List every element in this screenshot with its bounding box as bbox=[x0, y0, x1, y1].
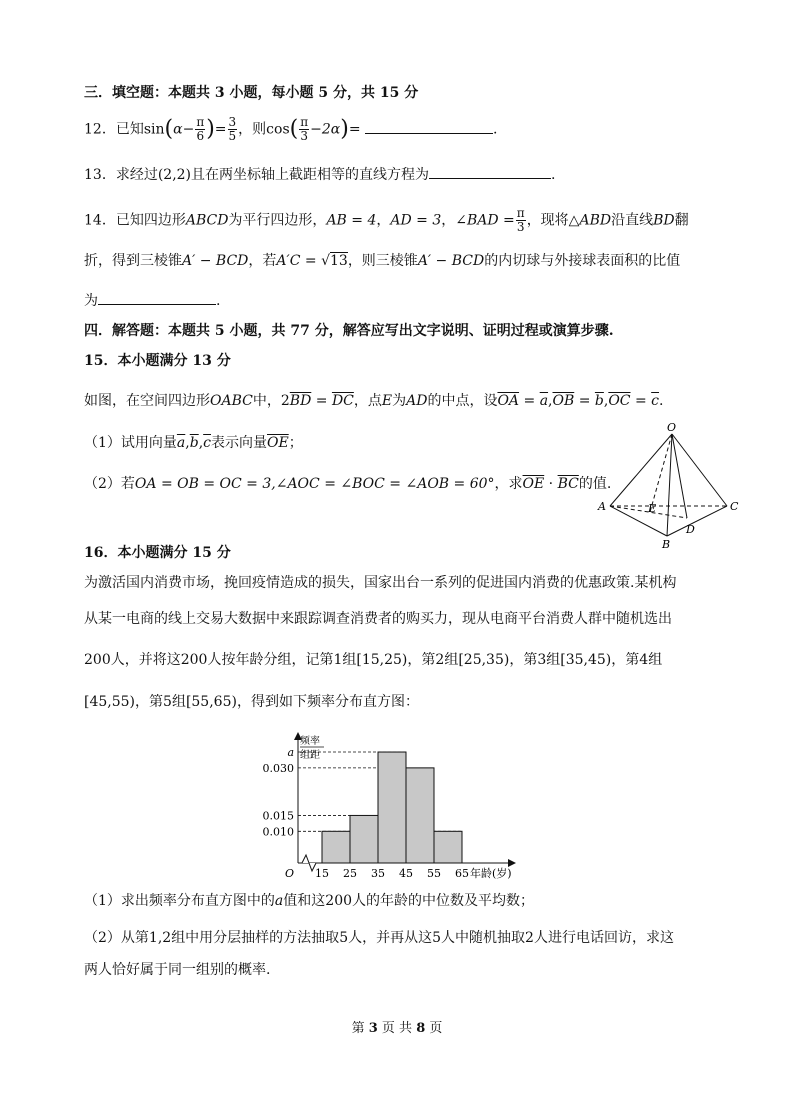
q15-part-2 bbox=[84, 474, 611, 494]
question-14-line-2 bbox=[84, 251, 680, 271]
histogram-bar bbox=[378, 752, 406, 863]
edge-bc bbox=[667, 506, 727, 536]
q16-math: [45,55) bbox=[84, 694, 136, 710]
q16-math: [55,65) bbox=[185, 694, 237, 710]
x-axis-label: 年龄(岁) bbox=[470, 867, 512, 880]
vector: $\overline{OE}$ bbox=[522, 476, 545, 492]
q14-text: 折，得到三棱锥 bbox=[84, 253, 182, 269]
histogram-bar bbox=[322, 831, 350, 863]
q14-text: 翻 bbox=[674, 212, 689, 229]
footer-text: 页 共 bbox=[377, 1021, 417, 1036]
y-tick-label: 0.015 bbox=[262, 809, 294, 823]
page-footer bbox=[0, 1017, 794, 1036]
frac-num: π bbox=[196, 115, 205, 129]
question-14-line-1 bbox=[84, 207, 689, 234]
q14-end: . bbox=[216, 293, 221, 309]
q15-text: 如图，在空间四边形 bbox=[84, 393, 210, 409]
vector: $\overline{b}$ bbox=[189, 435, 199, 451]
q16-text: 组 bbox=[171, 694, 186, 710]
q16-math: 1 bbox=[333, 652, 343, 668]
frac-den: 3 bbox=[516, 220, 525, 234]
label-a: A bbox=[598, 500, 606, 513]
q15-text: 的中点，设 bbox=[427, 393, 498, 409]
q15-math: , bbox=[198, 435, 204, 451]
paren-close: ) bbox=[340, 116, 349, 142]
edge-od bbox=[672, 434, 687, 518]
q16-text: ，得到如下频率分布直方图： bbox=[236, 694, 419, 710]
q16-part-2-cont: 两人恰好属于同一组别的概率. bbox=[84, 962, 271, 978]
q14-text: 的内切球与外接球表面积的比值 bbox=[484, 253, 681, 269]
origin-label: O bbox=[285, 867, 295, 880]
label-c: C bbox=[730, 500, 739, 513]
vector: $\overline{OC}$ bbox=[608, 393, 631, 409]
q16-part-1 bbox=[84, 891, 534, 911]
label-e: E bbox=[648, 502, 657, 515]
current-page: 3 bbox=[368, 1021, 378, 1036]
vector: $\overline{DC}$ bbox=[331, 393, 354, 409]
q15-part-1 bbox=[84, 433, 303, 453]
frac-den: 6 bbox=[196, 129, 205, 143]
x-tick-label: 65 bbox=[455, 867, 469, 880]
answer-blank[interactable] bbox=[365, 119, 493, 134]
vector: $\overline{a}$ bbox=[539, 393, 549, 409]
y-axis-label-bottom: 组距 bbox=[300, 750, 320, 761]
histogram-bar bbox=[434, 831, 462, 863]
q12-minus: − bbox=[182, 121, 195, 138]
q15-text: 中， bbox=[252, 393, 281, 409]
answer-blank[interactable] bbox=[429, 164, 551, 179]
q14-math: A′C bbox=[276, 253, 301, 269]
q15-text: ； bbox=[288, 435, 303, 451]
q15-text: 的值. bbox=[578, 476, 612, 492]
q14-text: ， bbox=[376, 212, 391, 229]
q16-text: 人中随机抽取 bbox=[441, 930, 526, 946]
q15-math: , bbox=[548, 393, 553, 409]
histogram-bar bbox=[406, 768, 434, 863]
q15-line-1 bbox=[84, 391, 663, 411]
question-14-line-3 bbox=[84, 290, 220, 311]
q12-frac-pi-3 bbox=[299, 116, 309, 143]
q15-math: 2 bbox=[280, 393, 290, 409]
sqrt-sign: √ bbox=[321, 253, 330, 269]
tetrahedron-figure bbox=[590, 420, 750, 552]
q14-text: = bbox=[498, 212, 515, 229]
q16-text: 人，并再从这 bbox=[348, 930, 433, 946]
q16-title: 16．本小题满分 15 分 bbox=[84, 545, 231, 561]
section-3-header: 三．填空题：本题共 3 小题，每小题 5 分，共 15 分 bbox=[84, 85, 419, 101]
q14-number: 14． bbox=[84, 212, 116, 229]
q16-text: （2）从第 bbox=[84, 930, 149, 946]
q14-text: ，则三棱锥 bbox=[347, 253, 418, 269]
q12-frac-3-5 bbox=[228, 116, 238, 143]
paren-open: ( bbox=[289, 116, 299, 142]
vector: $\overline{BD}$ bbox=[289, 393, 312, 409]
q16-text: 人进行电话回访，求这 bbox=[533, 930, 674, 946]
frac-num: π bbox=[516, 206, 525, 220]
total-pages: 8 bbox=[416, 1021, 426, 1036]
answer-blank[interactable] bbox=[98, 290, 216, 305]
x-tick-label: 35 bbox=[371, 867, 385, 880]
q13-number: 13． bbox=[84, 167, 116, 183]
x-tick-label: 45 bbox=[399, 867, 413, 880]
edge-oa bbox=[610, 434, 672, 506]
q16-line-4 bbox=[84, 692, 419, 712]
q13-point: (2,2) bbox=[157, 167, 192, 183]
vector: $\overline{a}$ bbox=[176, 435, 186, 451]
q15-math: · bbox=[544, 476, 558, 492]
x-tick-label: 15 bbox=[315, 867, 329, 880]
q16-text: 组 bbox=[648, 652, 663, 668]
q15-text: ，求 bbox=[494, 476, 523, 492]
y-axis-label-top: 频率 bbox=[300, 736, 320, 747]
q12-sin: sin bbox=[143, 121, 165, 138]
q15-text: . bbox=[659, 393, 664, 409]
label-o: O bbox=[667, 421, 677, 434]
q15-text: ，点 bbox=[353, 393, 382, 409]
q14-math: ABD bbox=[579, 212, 612, 229]
frac-den: 3 bbox=[300, 129, 308, 143]
q13-text: 且在两坐标轴上截距相等的直线方程为 bbox=[191, 167, 430, 183]
footer-text: 第 bbox=[351, 1021, 369, 1036]
q16-text: 值和这 bbox=[283, 893, 326, 909]
q15-math: OABC bbox=[210, 393, 253, 409]
paren-open: ( bbox=[164, 116, 174, 142]
question-12 bbox=[84, 116, 497, 143]
q16-math: a bbox=[274, 893, 284, 909]
q16-math: 200 bbox=[180, 652, 208, 668]
question-13 bbox=[84, 164, 555, 185]
q16-math: 200 bbox=[84, 652, 111, 668]
q12-eq: = bbox=[214, 121, 227, 138]
y-tick-label: 0.010 bbox=[262, 825, 294, 839]
q15-text: （2）若 bbox=[84, 476, 135, 492]
q12-then: ，则 bbox=[238, 121, 267, 138]
q16-text: ，第 bbox=[135, 694, 164, 710]
label-d: D bbox=[686, 523, 695, 536]
q12-end: . bbox=[493, 121, 498, 138]
q15-math: AD bbox=[406, 393, 428, 409]
q16-math: [15,25) bbox=[356, 652, 408, 668]
vector: $\overline{OA}$ bbox=[497, 393, 520, 409]
q14-frac-pi-3 bbox=[516, 207, 526, 234]
q16-math: 200 bbox=[325, 893, 353, 909]
q15-title: 15．本小题满分 13 分 bbox=[84, 353, 231, 369]
q14-math: AD = 3 bbox=[390, 212, 442, 229]
section-4-header: 四．解答题：本题共 5 小题，共 77 分，解答应写出文字说明、证明过程或演算步骤. bbox=[84, 323, 614, 339]
q14-text: 为平行四边形， bbox=[228, 212, 327, 229]
frequency-histogram bbox=[240, 725, 540, 890]
x-tick-label: 55 bbox=[427, 867, 441, 880]
q15-math: = bbox=[519, 393, 540, 409]
q12-cos: cos bbox=[266, 121, 290, 138]
y-tick-label: a bbox=[287, 746, 294, 760]
q15-math: OA = OB = OC = 3,∠AOC = ∠BOC = ∠AOB = 60° bbox=[134, 476, 495, 492]
q15-text: 表示向量 bbox=[211, 435, 267, 451]
q16-text: 人按年龄分组，记第 bbox=[207, 652, 334, 668]
q16-line-1: 为激活国内消费市场，挽回疫情造成的损失，国家出台一系列的促进国内消费的优惠政策.某机构 bbox=[84, 575, 677, 591]
vector: $\overline{OB}$ bbox=[552, 393, 575, 409]
q13-end: . bbox=[551, 167, 556, 183]
q14-math: A′ − BCD bbox=[417, 253, 485, 269]
q16-line-3 bbox=[84, 650, 662, 670]
q12-minus: − bbox=[310, 121, 322, 138]
q16-math: 5 bbox=[339, 930, 349, 946]
q16-math: 4 bbox=[639, 652, 649, 668]
q12-two-alpha: 2α bbox=[321, 121, 341, 138]
q14-text: 沿直线 bbox=[611, 212, 654, 229]
axis-break bbox=[302, 855, 316, 871]
q14-text: = bbox=[300, 253, 322, 269]
y-tick-label: 0.030 bbox=[262, 761, 294, 775]
vector: $\overline{b}$ bbox=[594, 393, 604, 409]
q12-alpha: α bbox=[173, 121, 183, 138]
q16-line-2: 从某一电商的线上交易大数据中来跟踪调查消费者的购买力，现从电商平台消费人群中随机选出 bbox=[84, 611, 672, 627]
sqrt-radicand: 13 bbox=[329, 253, 348, 269]
q13-text: 求经过 bbox=[115, 167, 158, 183]
q12-text: 已知 bbox=[115, 121, 144, 138]
q16-math: 2 bbox=[525, 930, 534, 946]
q14-math: A′ − BCD bbox=[182, 253, 249, 269]
q15-text: 为 bbox=[392, 393, 407, 409]
q16-text: ，第 bbox=[611, 652, 640, 668]
vector: $\overline{c}$ bbox=[203, 435, 211, 451]
q16-text: （1）求出频率分布直方图中的 bbox=[84, 893, 275, 909]
q15-math: , bbox=[185, 435, 190, 451]
q16-text: ，第 bbox=[407, 652, 436, 668]
q12-eq: = bbox=[348, 121, 361, 138]
q16-math: 5 bbox=[163, 694, 172, 710]
q14-text: ，∠ bbox=[441, 212, 467, 229]
q16-text: 组 bbox=[342, 652, 357, 668]
q14-text: ，若 bbox=[248, 253, 277, 269]
q14-text: 为 bbox=[84, 293, 98, 309]
q16-text: 人，并将这 bbox=[110, 652, 181, 668]
q15-text: （1）试用向量 bbox=[84, 435, 177, 451]
q16-part-2 bbox=[84, 928, 674, 948]
histogram-bar bbox=[350, 815, 378, 863]
q14-text: 已知四边形 bbox=[115, 212, 186, 229]
q12-frac-pi-6 bbox=[195, 116, 205, 143]
q16-text: 组 bbox=[444, 652, 459, 668]
q15-math: , bbox=[603, 393, 609, 409]
q16-math: 3 bbox=[537, 652, 547, 668]
q14-math: BD bbox=[653, 212, 675, 229]
q16-text: 组中用分层抽样的方法抽取 bbox=[171, 930, 340, 946]
q15-math: = bbox=[630, 393, 652, 409]
q14-text: ，现将△ bbox=[526, 212, 580, 229]
q15-math: = bbox=[311, 393, 332, 409]
q16-math: 2 bbox=[435, 652, 445, 668]
x-tick-label: 25 bbox=[343, 867, 357, 880]
q16-math: 1,2 bbox=[148, 930, 172, 946]
q16-text: ，第 bbox=[509, 652, 538, 668]
vector: $\overline{c}$ bbox=[651, 393, 660, 409]
q14-math: ABCD bbox=[185, 212, 229, 229]
q16-math: [35,45) bbox=[560, 652, 612, 668]
q16-math: 5 bbox=[432, 930, 442, 946]
q14-math: BAD bbox=[466, 212, 499, 229]
vector: $\overline{OE}$ bbox=[267, 435, 289, 451]
paren-close: ) bbox=[206, 116, 215, 142]
edge-oc bbox=[672, 434, 727, 506]
label-b: B bbox=[662, 538, 671, 551]
vector: $\overline{BC}$ bbox=[557, 476, 579, 492]
footer-text: 页 bbox=[425, 1021, 443, 1036]
frac-num: 3 bbox=[228, 115, 237, 129]
frac-num: π bbox=[300, 115, 309, 129]
q15-math: = bbox=[574, 393, 595, 409]
q12-number: 12． bbox=[84, 121, 116, 138]
q16-text: 人的年龄的中位数及平均数； bbox=[352, 893, 535, 909]
q15-math: E bbox=[381, 393, 393, 409]
q16-text: 组 bbox=[546, 652, 561, 668]
frac-den: 5 bbox=[228, 129, 237, 143]
q14-math: AB = 4 bbox=[326, 212, 377, 229]
q16-math: [25,35) bbox=[458, 652, 510, 668]
